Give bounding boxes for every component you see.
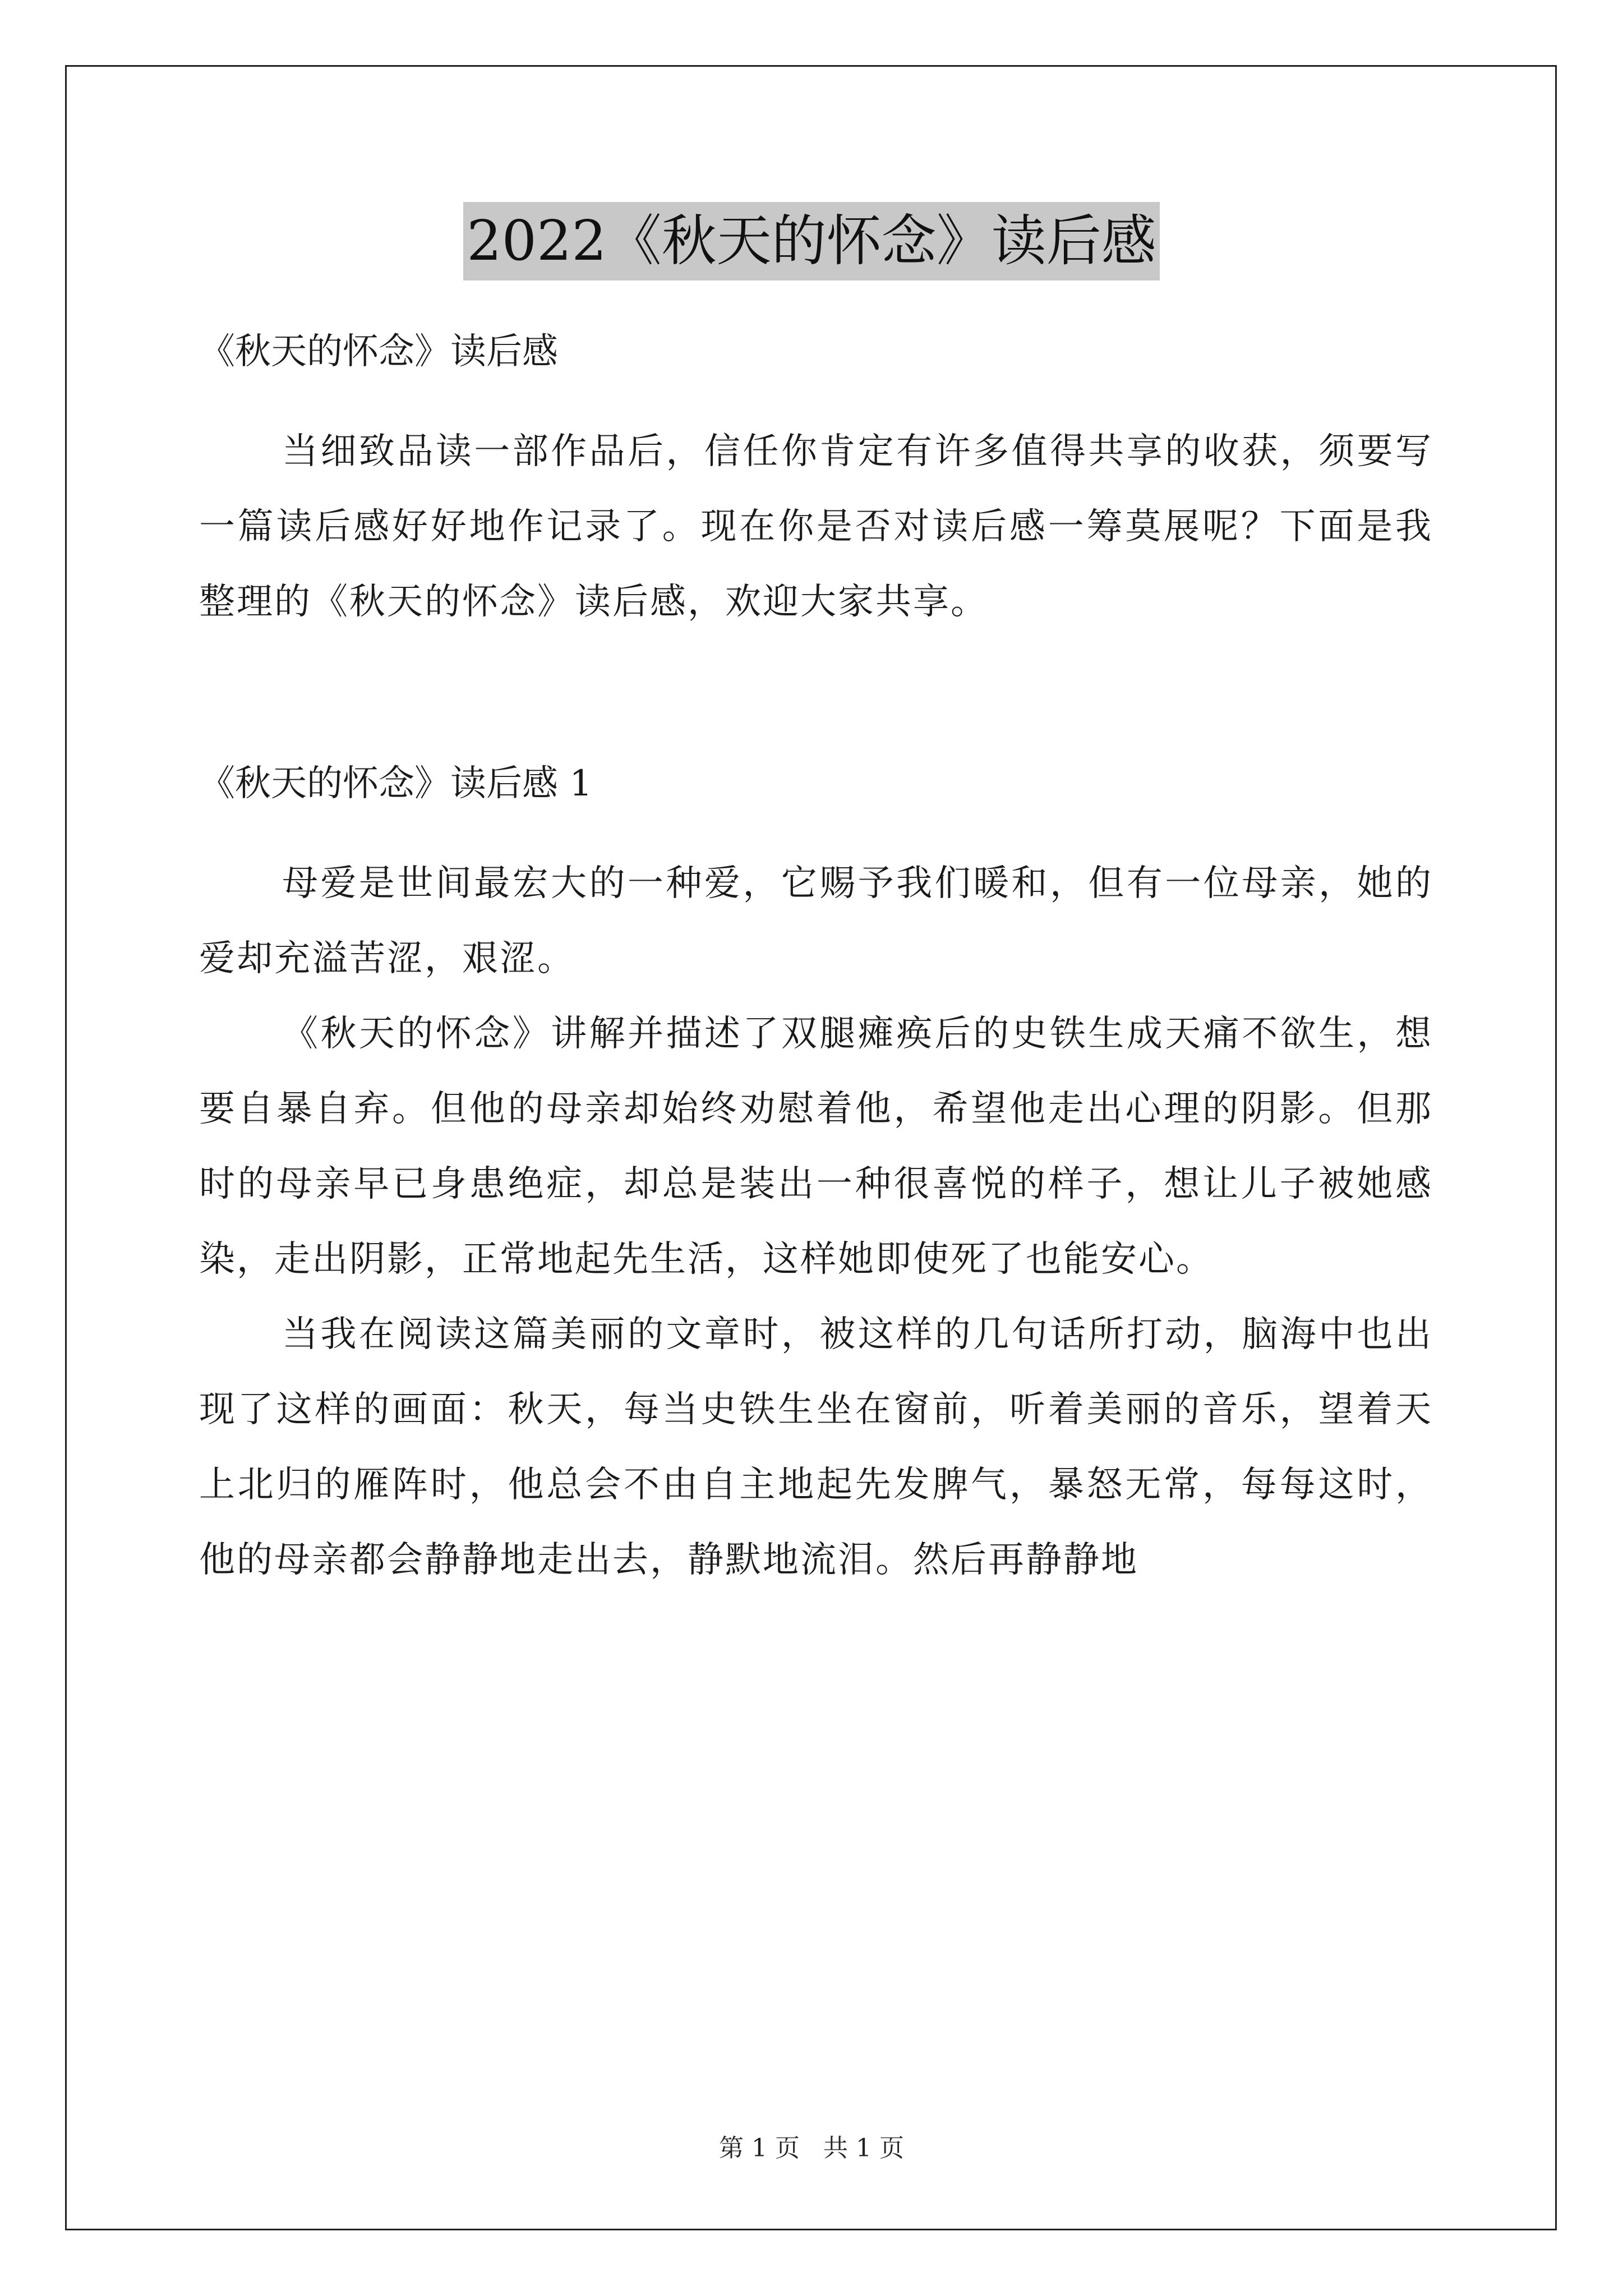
spacer [199, 389, 1433, 414]
spacer [199, 821, 1433, 846]
page-number-total: 共 1 页 [823, 2134, 904, 2162]
section-heading: 《秋天的怀念》读后感 1 [199, 763, 593, 804]
document-body [199, 314, 1433, 1598]
intro-paragraph: 当细致品读一部作品后，信任你肯定有许多值得共享的收获，须要写一篇读后感好好地作记录了。现在你是否对读后感一筹莫展呢？下面是我整理的《秋天的怀念》读后感，欢迎大家共享。 [199, 431, 1433, 623]
body-paragraph-3: 当我在阅读这篇美丽的文章时，被这样的几句话所打动，脑海中也出现了这样的画面：秋天，每当史铁生坐在窗前，听着美丽的音乐，望着天上北归的雁阵时，他总会不由自主地起先发脾气，暴怒无常，每每这时，他的母亲都会静静地走出去，静默地流泪。然后再静静地 [199, 1314, 1433, 1581]
spacer [199, 639, 1433, 746]
document-title: 2022《秋天的怀念》读后感 [463, 202, 1159, 280]
page-footer [0, 2132, 1623, 2165]
body-paragraph-1: 母爱是世间最宏大的一种爱，它赐予我们暖和，但有一位母亲，她的爱却充溢苦涩，艰涩。 [199, 863, 1433, 979]
body-paragraph-2: 《秋天的怀念》讲解并描述了双腿瘫痪后的史铁生成天痛不欲生，想要自暴自弃。但他的母亲却始终劝慰着他，希望他走出心理的阴影。但那时的母亲早已身患绝症，却总是装出一种很喜悦的样子，想让儿子被她感染，走出阴影，正常地起先生活，这样她即使死了也能安心。 [199, 1013, 1433, 1280]
page-number-current: 第 1 页 [719, 2134, 800, 2162]
title-container [0, 202, 1623, 280]
intro-heading: 《秋天的怀念》读后感 [199, 331, 558, 372]
